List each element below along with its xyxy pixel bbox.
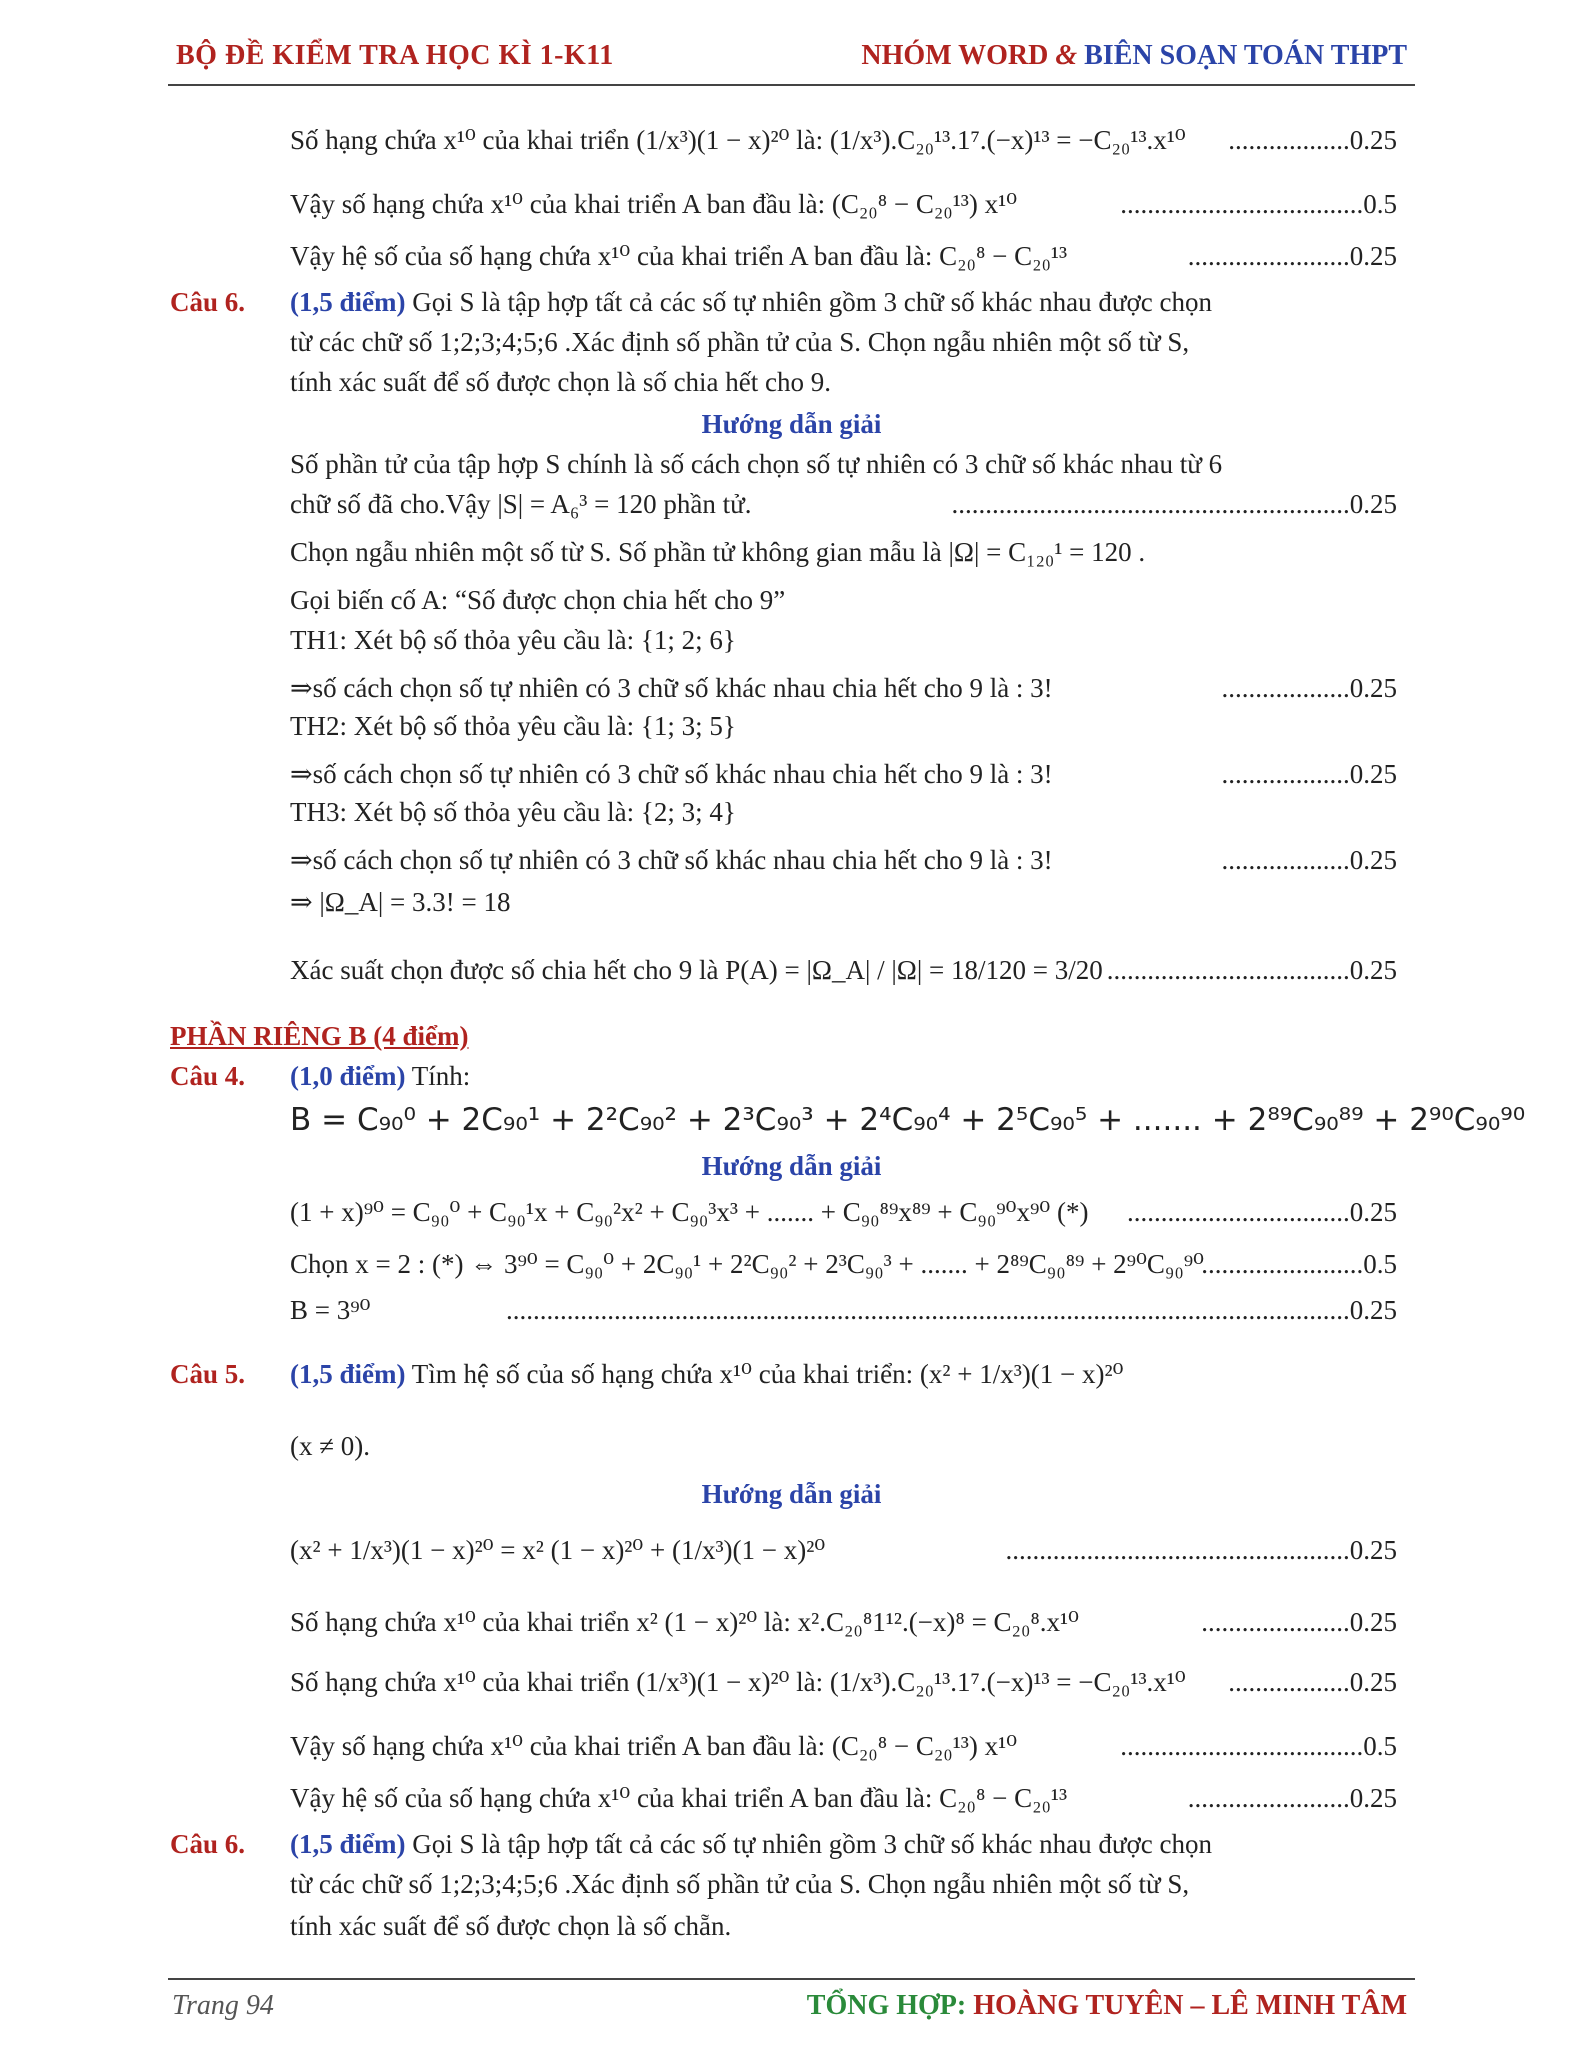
solution-heading-1: Hướng dẫn giải: [701, 409, 882, 439]
question-points: (1,5 điểm): [290, 287, 406, 317]
line-text: Xác suất chọn được số chia hết cho 9 là P(A) = |Ω_A| / |Ω| = 18/120 = 3/20: [290, 955, 1103, 985]
solution-line: TH1: Xét bộ số thỏa yêu cầu là: {1; 2; 6}: [290, 625, 736, 655]
question-6a-line2: từ các chữ số 1;2;3;4;5;6 .Xác định số phần tử của S. Chọn ngẫu nhiên một số từ S,: [290, 327, 1190, 357]
solution-line: Chọn ngẫu nhiên một số từ S. Số phần tử không gian mẫu là |Ω| = C₁₂₀¹ = 120 .: [290, 537, 1146, 567]
question-6a-line3: tính xác suất để số được chọn là số chia hết cho 9.: [290, 367, 832, 397]
header-amp: &: [1055, 40, 1078, 71]
line-l1: [290, 122, 1397, 158]
line-text: ⇒số cách chọn số tự nhiên có 3 chữ số khác nhau chia hết cho 9 là : 3!: [290, 673, 1053, 703]
score-dots: .................................0.25: [1127, 1197, 1397, 1227]
question-5-label: Câu 5.: [170, 1359, 246, 1389]
solution-line: TH3: Xét bộ số thỏa yêu cầu là: {2; 3; 4}: [290, 797, 736, 827]
score-dots: ........................0.5: [1201, 1249, 1397, 1279]
question-6b-line1: [290, 1826, 1397, 1862]
solution-line: Số phần tử của tập hợp S chính là số cách chọn số tự nhiên có 3 chữ số khác nhau từ 6: [290, 449, 1223, 479]
question-points: (1,0 điểm): [290, 1061, 406, 1091]
header-group-part2: BIÊN SOẠN TOÁN THPT: [1077, 40, 1407, 71]
header-title: BỘ ĐỀ KIỂM TRA HỌC KÌ 1-K11: [176, 40, 614, 71]
question-5-condition: (x ≠ 0).: [290, 1431, 371, 1461]
solution-line: [290, 1728, 1397, 1764]
score-dots: ........................0.25: [1187, 1783, 1397, 1813]
question-5-line: [290, 1356, 1397, 1392]
page-header: [168, 40, 1415, 80]
question-6a-label: Câu 6.: [170, 287, 246, 317]
score-dots: .............................................................................................................................0.25: [506, 1295, 1397, 1325]
line-text: Gọi S là tập hợp tất cả các số tự nhiên gồm 3 chữ số khác nhau được chọn: [405, 1829, 1212, 1859]
question-points: (1,5 điểm): [290, 1829, 406, 1859]
line-text: Vậy hệ số của số hạng chứa x¹⁰ của khai triển A ban đầu là: C₂₀⁸ − C₂₀¹³: [290, 1783, 1068, 1813]
question-6b-line3: tính xác suất để số được chọn là số chẵn.: [290, 1911, 732, 1941]
question-4-label: Câu 4.: [170, 1061, 246, 1091]
solution-line: [290, 1780, 1397, 1816]
question-6a-line1: [290, 284, 1397, 320]
line-text: (x² + 1/x³)(1 − x)²⁰ = x² (1 − x)²⁰ + (1/x³)(1 − x)²⁰: [290, 1535, 826, 1565]
solution-line: Gọi biến cố A: “Số được chọn chia hết cho 9”: [290, 585, 786, 615]
line-text: ⇒số cách chọn số tự nhiên có 3 chữ số khác nhau chia hết cho 9 là : 3!: [290, 759, 1053, 789]
line-text: Tìm hệ số của số hạng chứa x¹⁰ của khai triển: (x² + 1/x³)(1 − x)²⁰: [405, 1359, 1124, 1389]
line-text: Gọi S là tập hợp tất cả các số tự nhiên gồm 3 chữ số khác nhau được chọn: [405, 287, 1212, 317]
line-text: Vậy số hạng chứa x¹⁰ của khai triển A ban đầu là: (C₂₀⁸ − C₂₀¹³) x¹⁰: [290, 1731, 1018, 1761]
header-group-part1: NHÓM WORD: [861, 40, 1056, 71]
footer-authors: [807, 1990, 1407, 2022]
solution-heading-3: Hướng dẫn giải: [701, 1479, 882, 1509]
line-text: (1 + x)⁹⁰ = C₉₀⁰ + C₉₀¹x + C₉₀²x² + C₉₀³x³ + ....... + C₉₀⁸⁹x⁸⁹ + C₉₀⁹⁰x⁹⁰ (*): [290, 1197, 1089, 1227]
solution-line: TH2: Xét bộ số thỏa yêu cầu là: {1; 3; 5}: [290, 711, 736, 741]
question-6b-label: Câu 6.: [170, 1829, 246, 1859]
line-text: Số hạng chứa x¹⁰ của khai triển (1/x³)(1 − x)²⁰ là: (1/x³).C₂₀¹³.1⁷.(−x)¹³ = −C₂₀¹³.x¹⁰: [290, 125, 1186, 155]
solution-line: [290, 1604, 1397, 1640]
score-dots: ....................................0.25: [1106, 955, 1397, 985]
score-dots: ..................0.25: [1228, 125, 1397, 155]
line-text: Chọn x = 2 : (*) ⇔ 3⁹⁰ = C₉₀⁰ + 2C₉₀¹ + 2²C₉₀² + 2³C₉₀³ + ....... + 2⁸⁹C₉₀⁸⁹ + 2⁹⁰C₉₀⁹⁰: [290, 1249, 1204, 1279]
header-group: [861, 40, 1407, 72]
solution-line: [290, 670, 1397, 706]
page-number: Trang 94: [172, 1990, 274, 2021]
line-l2: [290, 186, 1397, 222]
footer-rule: [168, 1978, 1415, 1980]
score-dots: ....................................0.5: [1120, 189, 1397, 219]
solution-line: [290, 1664, 1397, 1700]
score-dots: ...................0.25: [1221, 759, 1397, 789]
line-text: Tính:: [405, 1061, 471, 1091]
line-text: B = 3⁹⁰: [290, 1295, 371, 1325]
line-text: Số hạng chứa x¹⁰ của khai triển x² (1 − x)²⁰ là: x².C₂₀⁸1¹².(−x)⁸ = C₂₀⁸.x¹⁰: [290, 1607, 1079, 1637]
score-dots: ...................................................0.25: [1005, 1535, 1397, 1565]
line-text: Vậy hệ số của số hạng chứa x¹⁰ của khai triển A ban đầu là: C₂₀⁸ − C₂₀¹³: [290, 241, 1068, 271]
solution-heading-2: Hướng dẫn giải: [701, 1151, 882, 1181]
header-rule: [168, 84, 1415, 86]
score-dots: ...........................................................0.25: [951, 489, 1397, 519]
solution-line: [290, 1194, 1397, 1230]
score-dots: ...................0.25: [1221, 673, 1397, 703]
score-dots: ....................................0.5: [1120, 1731, 1397, 1761]
question-4-formula: B = C₉₀⁰ + 2C₉₀¹ + 2²C₉₀² + 2³C₉₀³ + 2⁴C₉₀⁴ + 2⁵C₉₀⁵ + ....... + 2⁸⁹C₉₀⁸⁹ + 2⁹⁰C₉₀⁹⁰: [290, 1102, 1526, 1138]
score-dots: ..................0.25: [1228, 1667, 1397, 1697]
page-footer: [168, 1990, 1415, 2030]
line-text: Số hạng chứa x¹⁰ của khai triển (1/x³)(1 − x)²⁰ là: (1/x³).C₂₀¹³.1⁷.(−x)¹³ = −C₂₀¹³.x¹⁰: [290, 1667, 1186, 1697]
score-dots: ......................0.25: [1201, 1607, 1397, 1637]
score-dots: ...................0.25: [1221, 845, 1397, 875]
footer-authors-part1: TỔNG HỢP:: [806, 1990, 974, 2021]
footer-authors-part2: HOÀNG TUYÊN – LÊ MINH TÂM: [973, 1990, 1407, 2021]
line-text: ⇒số cách chọn số tự nhiên có 3 chữ số khác nhau chia hết cho 9 là : 3!: [290, 845, 1053, 875]
solution-line: [290, 842, 1397, 878]
line-text: chữ số đã cho.Vậy |S| = A₆³ = 120 phần tử.: [290, 489, 752, 519]
solution-line: [290, 1246, 1397, 1282]
solution-line: [290, 756, 1397, 792]
line-l3: [290, 238, 1397, 274]
question-points: (1,5 điểm): [290, 1359, 406, 1389]
solution-line: [290, 486, 1397, 522]
line-text: Vậy số hạng chứa x¹⁰ của khai triển A ban đầu là: (C₂₀⁸ − C₂₀¹³) x¹⁰: [290, 189, 1018, 219]
question-6b-line2: từ các chữ số 1;2;3;4;5;6 .Xác định số phần tử của S. Chọn ngẫu nhiên một số từ S,: [290, 1869, 1190, 1899]
solution-line: ⇒ |Ω_A| = 3.3! = 18: [290, 887, 511, 917]
section-heading-b: PHẦN RIÊNG B (4 điểm): [170, 1021, 469, 1051]
solution-line: [290, 1532, 1397, 1568]
solution-line: [290, 952, 1397, 988]
solution-line: [290, 1292, 1397, 1328]
question-4-line: [290, 1058, 1397, 1094]
score-dots: ........................0.25: [1187, 241, 1397, 271]
